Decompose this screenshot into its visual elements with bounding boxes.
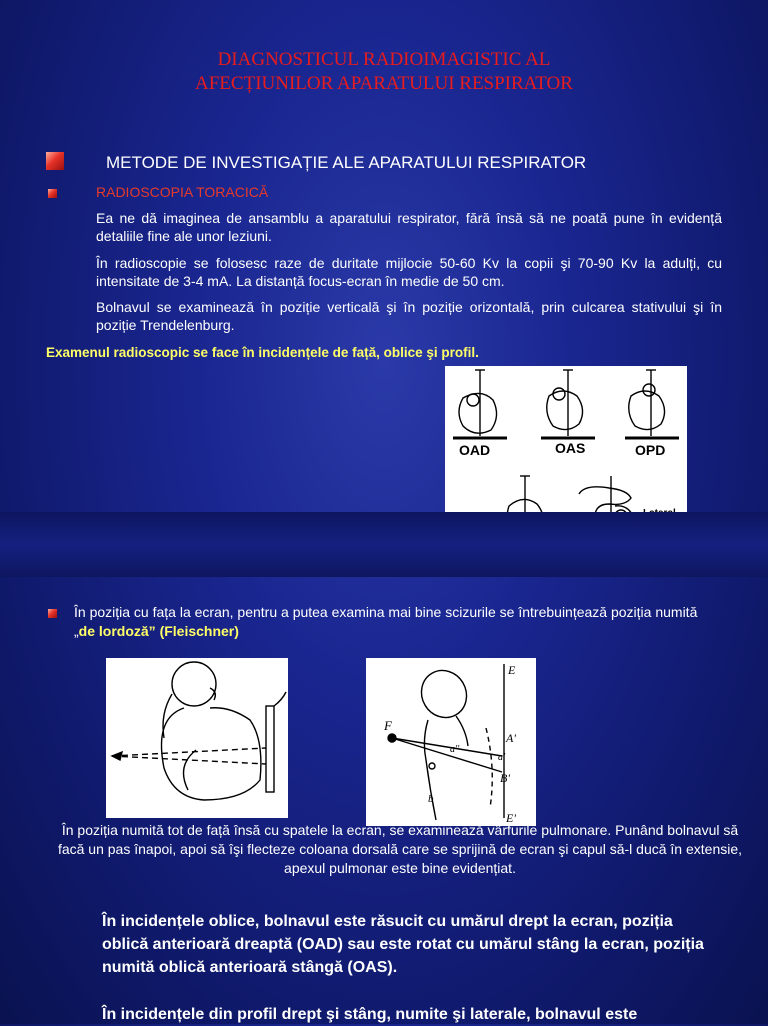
paragraph: Ea ne dă imaginea de ansamblu a aparatului respirator, fără însă să ne poată pune în evidență detaliile fine ale unor leziuni.	[96, 210, 722, 244]
lordosis-term: de lordoză” (Fleischner)	[78, 623, 239, 639]
paragraph: Bolnavul se examinează în poziție verticală şi în poziție orizontală, prin culcarea stativului şi în poziție Trendelenburg.	[96, 299, 722, 333]
lordosis-figure-right	[366, 658, 536, 826]
label-a-prime: A'	[506, 731, 516, 745]
slide-title	[0, 48, 768, 96]
label-a1: a'	[498, 752, 506, 763]
label-e: E	[508, 663, 516, 677]
slide-separator	[0, 512, 768, 577]
label-f: F	[384, 718, 392, 733]
oblique-paragraph: În incidențele oblice, bolnavul este răsucit cu umărul drept la ecran, poziția oblică anterioară dreaptă (OAD) sau este rotat cu umărul stâng la ecran, poziția numită oblică anterioară stângă (OAS).	[102, 913, 704, 976]
lordosis-figure-left	[106, 658, 288, 818]
title-line-1: DIAGNOSTICUL RADIOIMAGISTIC AL	[217, 49, 551, 70]
bullet-square-icon	[46, 152, 64, 170]
bullet-square-icon	[48, 609, 57, 618]
oad-label: OAD	[459, 442, 491, 458]
section-heading: METODE DE INVESTIGAȚIE ALE APARATULUI RESPIRATOR	[106, 153, 587, 172]
label-b: b	[428, 793, 434, 805]
oas-label: OAS	[555, 440, 586, 456]
lordosis-text: În poziția cu fața la ecran, pentru a putea examina mai bine scizurile se întrebuințează poziția numită „	[74, 604, 698, 639]
label-e-prime: E'	[506, 811, 516, 825]
title-line-2: AFECȚIUNILOR APARATULUI RESPIRATOR	[195, 73, 573, 94]
label-a-dprime: a''	[450, 744, 460, 755]
profile-paragraph: În incidențele din profil drept şi stâng, numite şi laterale, bolnavul este	[102, 1006, 638, 1023]
bullet-square-icon	[48, 189, 57, 198]
paragraph: În radioscopie se folosesc raze de duritate mijlocie 50-60 Kv la copii şi 70-90 Kv la adulți, cu intensitate de 3-4 mA. La distanță focus-ecran în medie de 50 cm.	[96, 255, 722, 289]
posterior-paragraph: În poziția numită tot de față însă cu spatele la ecran, se examinează vârfurile pulmonare. Punând bolnavul să facă un pas înapoi, apoi să îşi flecteze coloana dorsală care se sprijină de ecran şi capul să-l ducă în extensie, apexul pulmonar este bine evidențiat.	[57, 822, 743, 876]
subheading: RADIOSCOPIA TORACICĂ	[96, 184, 269, 200]
opd-label: OPD	[635, 442, 666, 458]
label-b-prime: B'	[500, 771, 510, 785]
highlight-text: Examenul radioscopic se face în incidențele de față, oblice şi profil.	[46, 345, 479, 360]
lordosis-paragraph	[74, 603, 714, 641]
